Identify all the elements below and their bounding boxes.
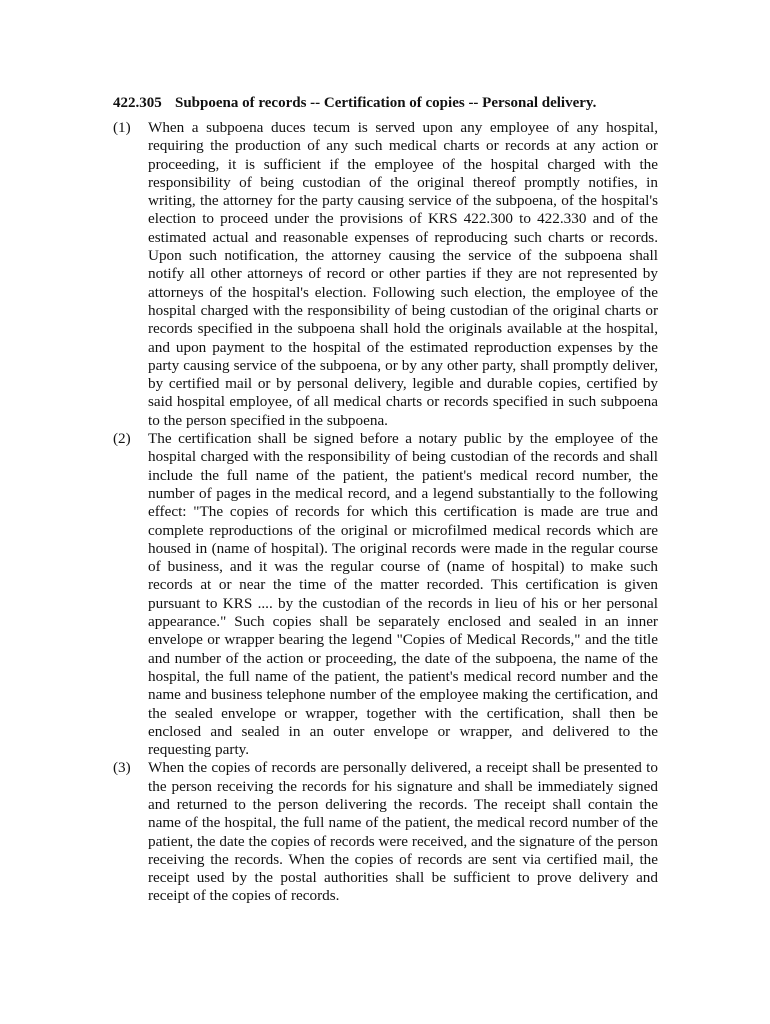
statute-heading xyxy=(113,93,673,113)
statute-sections xyxy=(113,119,658,906)
statute-section-3 xyxy=(113,759,658,905)
section-text: When the copies of records are personally delivered, a receipt shall be presented to the person receiving the records for his signature and shall be immediately signed and returned to the person delivering the records. The receipt shall contain the name of the hospital, the full name of the patient, the medical record number of the patient, the date the copies of records were received, and the signature of the person receiving the records. When the copies of records are sent via certified mail, the receipt used by the postal authorities shall be sufficient to prove delivery and receipt of the copies of records. xyxy=(148,759,658,905)
section-marker: (2) xyxy=(113,430,131,448)
statute-number: 422.305 xyxy=(113,95,162,111)
section-marker: (3) xyxy=(113,759,131,777)
statute-title: Subpoena of records -- Certification of copies -- Personal delivery. xyxy=(175,95,597,111)
section-text: When a subpoena duces tecum is served upon any employee of any hospital, requiring the production of any such medical charts or records at any action or proceeding, it is sufficient if the employee of the hospital charged with the responsibility of being custodian of the original thereof promptly notifies, in writing, the attorney for the party causing service of the subpoena, of the hospital's election to proceed under the provisions of KRS 422.300 to 422.330 and of the estimated actual and reasonable expenses of reproducing such charts or records. Upon such notification, the attorney causing the service of the subpoena shall notify all other attorneys of record or other parties if they are not represented by attorneys of the hospital's election. Following such election, the employee of the hospital charged with the responsibility of being custodian of the original charts or records specified in the subpoena shall hold the originals available at the hospital, and upon payment to the hospital of the estimated reproduction expenses by the party causing service of the subpoena, or by any other party, shall promptly deliver, by certified mail or by personal delivery, legible and durable copies, certified by said hospital employee, of all medical charts or records specified in such subpoena to the person specified in the subpoena. xyxy=(148,119,658,429)
statute-section-1 xyxy=(113,119,658,430)
section-text: The certification shall be signed before a notary public by the employee of the hospital charged with the responsibility of being custodian of the records and shall include the full name of the patient, the patient's medical record number, the number of pages in the medical record, and a legend substantially to the following effect: "The copies of records for which this certification is made are true and complete reproductions of the original or microfilmed medical records which are housed in (name of hospital). The original records were made in the regular course of business, and it was the regular course of (name of hospital) to make such records at or near the time of the matter recorded. This certification is given pursuant to KRS .... by the custodian of the records in lieu of his or her personal appearance." Such copies shall be separately enclosed and sealed in an inner envelope or wrapper bearing the legend "Copies of Medical Records," and the title and number of the action or proceeding, the date of the subpoena, the name of the hospital, the full name of the patient, the patient's medical record number and the name and business telephone number of the employee making the certification, and the sealed envelope or wrapper, together with the certification, shall then be enclosed and sealed in an outer envelope or wrapper, and delivered to the requesting party. xyxy=(148,430,658,759)
statute-section-2 xyxy=(113,430,658,759)
section-marker: (1) xyxy=(113,119,131,136)
